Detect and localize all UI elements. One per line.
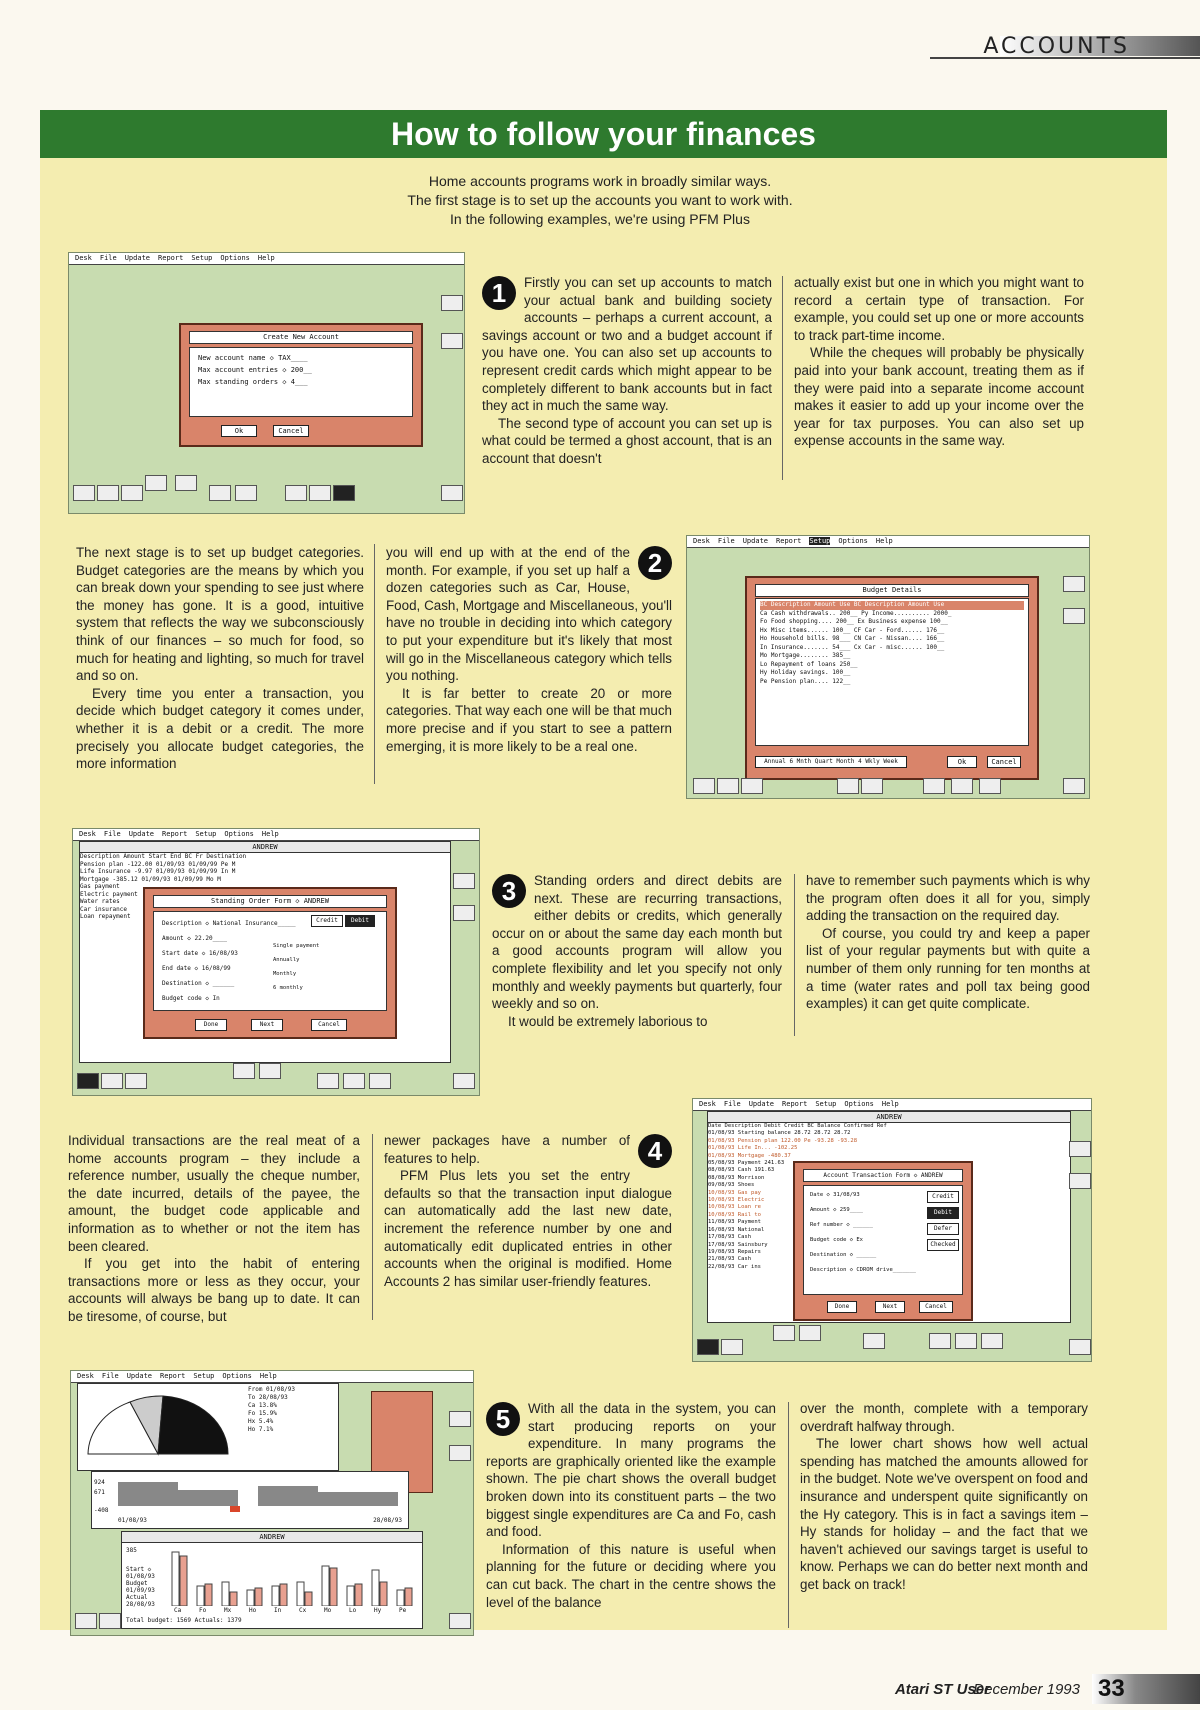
budget-bar [172,1552,179,1606]
step1-column-left [482,274,772,468]
clock-icon[interactable] [449,1411,471,1427]
account-icon[interactable] [979,778,1001,794]
list-item[interactable]: Life Insurance -9.97 01/09/93 01/09/99 In M [80,868,236,875]
debit-button[interactable]: Debit [345,915,375,927]
field-max-standing[interactable]: Max standing orders ◇ 4___ [198,378,308,386]
budget-bar [272,1586,279,1606]
category-label: Fo [199,1607,207,1614]
budget-bar [255,1588,262,1606]
menu-update[interactable]: Update [748,1100,775,1108]
info-line: 28/08/93 [126,1601,155,1608]
menu-desk[interactable]: Desk [79,830,96,838]
budget-bar [280,1584,287,1606]
dialog-title: Budget Details [755,584,1029,597]
step2-column-right [386,544,672,755]
account-icon[interactable] [97,485,119,501]
table-row[interactable]: 01/08/93 Pension plan 122.00 Pe -93.28 -93.28 [708,1137,858,1144]
menu-file[interactable]: File [99,254,117,262]
field-start-date[interactable]: Start date ◇ 16/08/93 [162,950,238,957]
menu-setup[interactable]: Setup [815,1100,837,1108]
list-item[interactable]: Electric payment [80,890,138,898]
step1-column-right [794,274,1084,450]
field-account-name[interactable]: New account name ◇ TAX____ [198,354,308,362]
paragraph: Every time you enter a transaction, you decide which budget category it comes under, whether it is a debit or a credit. The more precisely you allocate budget categories, the more information [76,685,364,772]
menu-update[interactable]: Update [124,254,151,262]
transaction-dialog [793,1161,973,1321]
publication-name: Atari ST User [894,1681,990,1698]
overdraft-marker [230,1506,240,1512]
column-divider [782,276,783,480]
page-number: 33 [1092,1674,1200,1704]
account-icon[interactable] [73,485,95,501]
menu-help[interactable]: Help [257,254,275,262]
done-button[interactable]: Done [195,1019,227,1031]
menu-desk[interactable]: Desk [75,254,92,262]
table-row[interactable]: 05/08/93 Payment 241.63 [708,1160,785,1167]
list-item[interactable]: Gas payment [80,883,120,890]
legend-entry: To 28/08/93 [248,1394,288,1401]
step3-column-left [492,872,782,1030]
paragraph: newer packages have a number of features to help. [384,1133,630,1166]
category-label: Mx [224,1607,232,1614]
dialog-title: Create New Account [189,331,413,344]
account-icon[interactable] [121,485,143,501]
paragraph: If you get into the habit of entering transactions more or less as they occur, your accounts will always be bang up to date. It can be tiresome, of course, but [68,1256,360,1324]
paragraph: Individual transactions are the real meat of a home accounts program – they include a reference number, usually the cheque number, the date incurred, details of the payee, the amount, the budget code applicable and information as to whether or not the item has been cleared. [68,1133,360,1254]
account-icon-selected[interactable] [77,1073,99,1089]
budget-bar [330,1568,337,1606]
menu-bar [73,829,479,841]
table-row[interactable]: Lo Repayment of loans 250__ [760,660,858,668]
credit-button[interactable]: Credit [927,1191,959,1203]
account-icon[interactable] [861,778,883,794]
menu-report[interactable]: Report [776,537,802,545]
category-label: Ho [249,1607,257,1614]
budget-bar [297,1582,304,1606]
paragraph: Firstly you can set up accounts to match your actual bank and building society accounts – perhaps a current account, a savings account or two and a budget account if you have one. You can also set up accounts to represent credit cards which might appear to be completely different to bank accounts but in fact they act in much the same way. [482,275,772,414]
menu-file[interactable]: File [101,1372,119,1380]
list-item[interactable]: Pension plan -122.00 01/09/93 01/09/99 Pe M [80,860,236,868]
table-row[interactable]: 01/08/93 Mortgage -480.37 [708,1152,791,1159]
table-row[interactable]: 17/08/93 Sainsbury [708,1241,768,1248]
paragraph: Standing orders and direct debits are next. These are recurring transactions, either debits or credits, which generally occur on or about the same day each month but a good accounts program will allow you complete flexibility and let you specify not only monthly and weekly payments but quarterly, four weekly and so on. [492,873,782,1012]
menu-bar [687,536,1089,548]
menu-bar [69,253,464,265]
table-row[interactable]: Ho Household bills. 98___ CN Car - Nissan.... 166__ [760,635,945,642]
cancel-button[interactable]: Cancel [987,756,1021,768]
budget-bar [222,1582,229,1606]
field-date[interactable]: Date ◇ 31/08/93 [810,1192,860,1198]
table-row[interactable]: 10/08/93 Loan re [708,1204,761,1211]
account-icon-selected[interactable] [333,485,355,501]
step-number-badge: 3 [492,874,526,908]
clock-icon[interactable] [453,873,475,889]
menu-desk[interactable]: Desk [699,1100,716,1108]
info-line: 01/09/93 [126,1587,155,1594]
table-row[interactable]: Mo Mortgage........ 385__ [760,652,851,659]
credit-button[interactable]: Credit [311,915,343,927]
field-end-date[interactable]: End date ◇ 16/08/99 [162,965,231,972]
budget-bar [305,1592,312,1606]
menu-options[interactable]: Options [220,254,250,262]
period-selector[interactable]: Annual 6 Mnth Quart Month 4 Wkly Week [755,756,907,768]
table-row[interactable]: 10/08/93 Electric [708,1197,765,1204]
step-number-badge: 4 [638,1134,672,1168]
paragraph: have to remember such payments which is why the program often does it all for you, simply adding the transaction on the required day. [806,873,1090,924]
menu-options[interactable]: Options [222,1372,252,1380]
account-icon[interactable] [773,1325,795,1341]
trash-icon[interactable] [441,485,463,501]
window-title: ANDREW [122,1532,422,1543]
ok-button[interactable]: Ok [947,756,977,768]
budget-table [755,598,1029,746]
menu-update[interactable]: Update [128,830,155,838]
account-icon[interactable] [693,778,715,794]
legend-entry: Fo 15.9% [248,1410,277,1417]
cancel-button[interactable]: Cancel [273,425,309,437]
list-item[interactable]: Loan repayment [80,913,131,920]
list-item[interactable]: Mortgage -385.12 01/09/93 01/09/99 Mo M [80,875,221,883]
frequency-options [273,939,377,995]
account-icon[interactable] [343,1073,365,1089]
account-icon[interactable] [285,485,307,501]
menu-options[interactable]: Options [844,1100,874,1108]
paragraph: Information of this nature is useful when planning for the future or deciding where you can cut back. The chart in the centre shows the level of the balance [486,1541,776,1610]
account-icon[interactable] [99,1613,121,1629]
pie-chart [78,1384,238,1470]
screenshot-transaction-form [692,1098,1092,1362]
register-header: Date Description Debit Credit BC Balance Confirmed Ref [708,1123,887,1129]
cancel-button[interactable]: Cancel [919,1301,953,1313]
menu-report[interactable]: Report [782,1100,808,1108]
next-button[interactable]: Next [251,1019,283,1031]
create-account-dialog [179,323,423,447]
clock-icon[interactable] [1063,576,1085,592]
table-row[interactable]: 08/08/93 Morrison [708,1174,765,1181]
column-divider [794,874,795,1036]
axis-label: 671 [94,1489,105,1496]
calculator-icon[interactable] [1063,608,1085,624]
step4-column-left [68,1132,360,1326]
defer-button[interactable]: Defer [927,1223,959,1235]
window-title: ANDREW [80,842,450,853]
debit-button[interactable]: Debit [927,1207,959,1219]
table-row[interactable]: 01/08/93 Starting balance 28.72 28.72 28.72 [708,1130,851,1137]
screenshot-budget-details [686,535,1090,799]
paragraph: actually exist but one in which you might want to record a certain type of transaction. For example, you could set up one or more accounts to track part-time income. [794,275,1084,343]
menu-file[interactable]: File [723,1100,741,1108]
screenshot-reports [70,1370,474,1636]
axis-label: 385 [126,1547,137,1554]
menu-update[interactable]: Update [126,1372,153,1380]
dialog-title: Account Transaction Form ◇ ANDREW [803,1169,963,1182]
account-icon[interactable] [101,1073,123,1089]
budget-bar-chart-window [121,1531,423,1629]
step-number-badge: 2 [638,546,672,580]
standing-order-dialog [143,887,397,1039]
table-row[interactable]: Hx Misc items...... 100__ CF Car - Ford...... 176__ [760,626,945,634]
account-icon[interactable] [929,1333,951,1349]
budget-bar [180,1556,187,1606]
step4-column-right [384,1132,672,1290]
bar-info [126,1566,155,1608]
budget-bar [397,1590,404,1606]
column-divider [374,544,375,784]
info-line: Actual [126,1594,148,1601]
step5-column-right [800,1400,1088,1594]
menu-setup[interactable]: Setup [191,254,213,262]
axis-label: 01/08/93 [118,1517,147,1524]
table-header: BC Description Amount Use BC Description Amount Use [760,601,1024,610]
total-line: Total budget: 1569 Actuals: 1379 [126,1617,242,1624]
account-icon-selected[interactable] [697,1339,719,1355]
category-label: Pe [399,1607,407,1614]
menu-bar [71,1371,473,1383]
account-icon[interactable] [721,1339,743,1355]
table-row[interactable]: In Insurance....... 54___ Cx Car - misc...... 100__ [760,643,945,651]
menu-help[interactable]: Help [875,537,893,545]
account-icon[interactable] [309,485,331,501]
step2-column-left [76,544,364,773]
axis-label: 28/08/93 [373,1517,402,1524]
budget-bar [205,1584,212,1606]
balance-area [118,1482,398,1506]
freq-option[interactable]: Monthly [273,971,297,977]
dialog-fields [189,347,413,417]
pie-legend [248,1386,295,1434]
cancel-button[interactable]: Cancel [311,1019,347,1031]
category-label: Hy [374,1607,382,1614]
account-icon[interactable] [981,1333,1003,1349]
menu-help[interactable]: Help [259,1372,277,1380]
step3-column-right [806,872,1090,1013]
field-destination[interactable]: Destination ◇ ______ [162,980,235,987]
account-icon[interactable] [259,1063,281,1079]
intro-line: Home accounts programs work in broadly similar ways. [428,173,772,189]
legend-entry: Ho 7.1% [248,1426,274,1433]
calculator-icon[interactable] [1069,1173,1091,1189]
trash-icon[interactable] [1063,778,1085,794]
table-row[interactable]: Ca Cash withdrawals.. 200__ Py Income.......... 2000_ [760,609,952,617]
table-row[interactable]: 16/08/93 National [708,1226,765,1233]
budget-bars [166,1548,416,1606]
screenshot-standing-order [72,828,480,1096]
budget-bar [347,1586,354,1606]
table-row[interactable]: 22/08/93 Car ins [708,1263,761,1270]
menu-bar [693,1099,1091,1111]
table-row[interactable]: 10/08/93 Gas pay [708,1189,761,1196]
budget-bar [322,1566,329,1606]
table-row[interactable]: 21/08/93 Cash [708,1256,752,1263]
table-row[interactable]: 09/08/93 Shoes [708,1182,755,1189]
bar-categories [166,1606,416,1614]
field-amount[interactable]: Amount ◇ 259____ [810,1207,863,1213]
budget-bar [372,1570,379,1606]
paragraph: With all the data in the system, you can start producing reports on your expenditure. In many programs the reports are graphically oriented like the example shown. The pie chart shows the overall budget broken down into its constituent parts – the two biggest single expenditures are Ca and Fo, cash and food. [486,1401,776,1540]
intro-line: The first stage is to set up the accounts you want to work with. [407,192,793,208]
trash-icon[interactable] [1069,1339,1091,1355]
window-title: ANDREW [708,1112,1070,1123]
menu-setup[interactable]: Setup [193,1372,215,1380]
field-budget-code[interactable]: Budget code ◇ In [162,995,220,1002]
screenshot-create-account [68,252,465,514]
paragraph: over the month, complete with a temporary overdraft halfway through. [800,1401,1088,1434]
intro-line: In the following examples, we're using PFM Plus [450,211,750,227]
paragraph: The lower chart shows how well actual spending has matched the amounts allowed for in the budget. Note we've overspent on food and insurance and underspent quite significantly on the Hy category. This is in fact a savings item – Hy stands for holiday – and the fact that we haven't achieved our savings target is useful to know. Perhaps we can do better next month and get back on track! [800,1436,1088,1592]
table-row[interactable]: Pe Pension plan.... 122__ [760,677,851,685]
clock-icon[interactable] [441,295,463,311]
article-title: How to follow your finances [391,116,816,152]
account-icon[interactable] [923,778,945,794]
axis-label: -408 [94,1507,109,1514]
table-row[interactable]: 17/08/93 Cash [708,1234,752,1241]
budget-bar [247,1590,254,1606]
menu-setup[interactable]: Setup [809,537,831,545]
table-row[interactable]: 11/08/93 Payment [708,1219,761,1226]
paragraph: The second type of account you can set up is what could be termed a ghost account, that is an account that doesn't [482,415,772,466]
field-ref-number[interactable]: Ref number ◇ ______ [810,1222,873,1228]
menu-setup[interactable]: Setup [195,830,217,838]
account-icon[interactable] [863,1333,885,1349]
issue-date: December 1993 [973,1681,1080,1698]
account-icon[interactable] [317,1073,339,1089]
field-amount[interactable]: Amount ◇ 22.20____ [162,935,228,942]
next-button[interactable]: Next [875,1301,905,1313]
done-button[interactable]: Done [827,1301,857,1313]
budget-bar [230,1592,237,1606]
account-icon[interactable] [125,1073,147,1089]
account-icon[interactable] [799,1325,821,1341]
menu-desk[interactable]: Desk [693,537,710,545]
menu-file[interactable]: File [103,830,121,838]
field-description[interactable]: Description ◇ National Insurance_____ [162,920,296,927]
trash-icon[interactable] [449,1613,471,1629]
category-label: In [274,1607,282,1614]
column-divider [788,1402,789,1628]
menu-report[interactable]: Report [160,1372,186,1380]
step5-column-left [486,1400,776,1611]
list-item[interactable]: Car insurance [80,905,127,913]
menu-desk[interactable]: Desk [77,1372,94,1380]
account-icon[interactable] [717,778,739,794]
paragraph: It would be extremely laborious to [508,1013,708,1029]
paragraph: you will end up with at the end of the month. For example, if you set up half a dozen categories such as Car, House, Food, Cash, Mortgage and Miscellaneous, you'll have no trouble in deciding into which category to put your expenditure but it's likely that most will go in the Miscellaneous category which tells you nothing. [386,545,672,684]
paragraph: Of course, you could try and keep a paper list of your regular payments but with quite a number of them only running for ten months at a time (water rates and poll tax being good examples) it can get quite complicate. [806,925,1090,1012]
account-icon[interactable] [233,1063,255,1079]
budget-bar [355,1584,362,1606]
table-row[interactable]: 19/08/93 Repairs [708,1248,761,1255]
freq-option[interactable]: Single payment [273,943,320,949]
menu-report[interactable]: Report [158,254,184,262]
info-line: Budget [126,1580,148,1587]
column-divider [372,1134,373,1320]
account-icon[interactable] [837,778,859,794]
freq-option[interactable]: Annually [273,957,300,963]
menu-options[interactable]: Options [224,830,254,838]
calculator-icon[interactable] [449,1445,471,1461]
account-icon[interactable] [145,475,167,491]
menu-report[interactable]: Report [162,830,188,838]
section-tag: ACCOUNTS [983,34,1130,59]
account-icon[interactable] [369,1073,391,1089]
account-icon[interactable] [175,475,197,491]
field-budget-code[interactable]: Budget code ◇ Ex [810,1237,863,1243]
calculator-icon[interactable] [453,905,475,921]
budget-bar [197,1586,204,1606]
menu-update[interactable]: Update [742,537,769,545]
menu-file[interactable]: File [717,537,735,545]
axis-label: 924 [94,1479,105,1486]
ok-button[interactable]: Ok [221,425,257,437]
category-label: Lo [349,1607,357,1614]
paragraph: It is far better to create 20 or more categories. That way each one will be that much more precise and if you start to see a pattern emerging, it is more likely to be a real one. [386,685,672,754]
table-row[interactable]: Fo Food shopping.... 200__ Ex Business expense 100__ [760,618,948,625]
legend-entry: Ca 13.8% [248,1402,277,1409]
budget-bar [405,1588,412,1606]
category-label: Cx [299,1607,307,1614]
step-number-badge: 1 [482,276,516,310]
pie-slice [158,1396,228,1454]
legend-entry: From 01/08/93 [248,1386,295,1393]
menu-options[interactable]: Options [838,537,868,545]
table-row[interactable]: 08/08/93 Cash 191.63 [708,1167,775,1174]
paragraph: The next stage is to set up budget categories. Budget categories are the means by which you can break down your spending to see just where the money has gone. It is a good, intuitive system that reflects the way we subconsciously think of our finances – so much for food, so much for heating and lighting, so much for travel and so on. [76,545,364,684]
field-destination[interactable]: Destination ◇ ______ [810,1252,877,1258]
category-label: Mo [324,1607,332,1614]
info-line: Start ◇ [126,1566,152,1573]
table-row[interactable]: Hy Holiday savings. 100__ [760,669,851,676]
pie-chart-window [77,1383,339,1471]
balance-line [118,1476,398,1516]
table-row[interactable]: 01/08/93 Life In... -102.25 [708,1145,798,1152]
list-item[interactable]: Water rates [80,898,120,905]
account-icon[interactable] [951,778,973,794]
budget-details-dialog [745,576,1039,780]
category-label: Ca [174,1607,182,1614]
balance-chart-window [91,1471,409,1529]
calculator-icon[interactable] [441,333,463,349]
step-number-badge: 5 [486,1402,520,1436]
paragraph: PFM Plus lets you set the entry defaults so that the transaction input dialogue can automatically add the last new date, increment the reference number by one and automatically edit duplicated entries in other accounts when the original is modified. Home Accounts 2 has similar user-friendly features. [384,1168,672,1289]
account-icon[interactable] [741,778,763,794]
menu-help[interactable]: Help [261,830,279,838]
info-line: 01/08/93 [126,1573,155,1580]
article-intro [330,172,870,229]
paragraph: While the cheques will probably be physically paid into your bank account, treating them as if they were paid into a separate income account makes it easier to add up your income over the year for tax purposes. You can also set up expense accounts in the same way. [794,345,1084,449]
freq-option[interactable]: 6 monthly [273,985,303,991]
account-icon[interactable] [235,485,257,501]
budget-bar [380,1582,387,1606]
account-icon[interactable] [955,1333,977,1349]
field-max-entries[interactable]: Max account entries ◇ 200__ [198,366,312,374]
checked-button[interactable]: Checked [927,1239,959,1251]
legend-entry: Hx 5.4% [248,1418,274,1425]
field-description[interactable]: Description ◇ CDROM drive_______ [810,1267,916,1273]
trash-icon[interactable] [453,1073,475,1089]
account-icon[interactable] [209,485,231,501]
account-icon[interactable] [75,1613,97,1629]
clock-icon[interactable] [1069,1141,1091,1157]
dialog-title: Standing Order Form ◇ ANDREW [153,895,387,908]
list-header: Description Amount Start End BC Fr Destination [80,853,247,860]
menu-help[interactable]: Help [881,1100,899,1108]
table-row[interactable]: 10/08/93 Rail to [708,1211,761,1218]
